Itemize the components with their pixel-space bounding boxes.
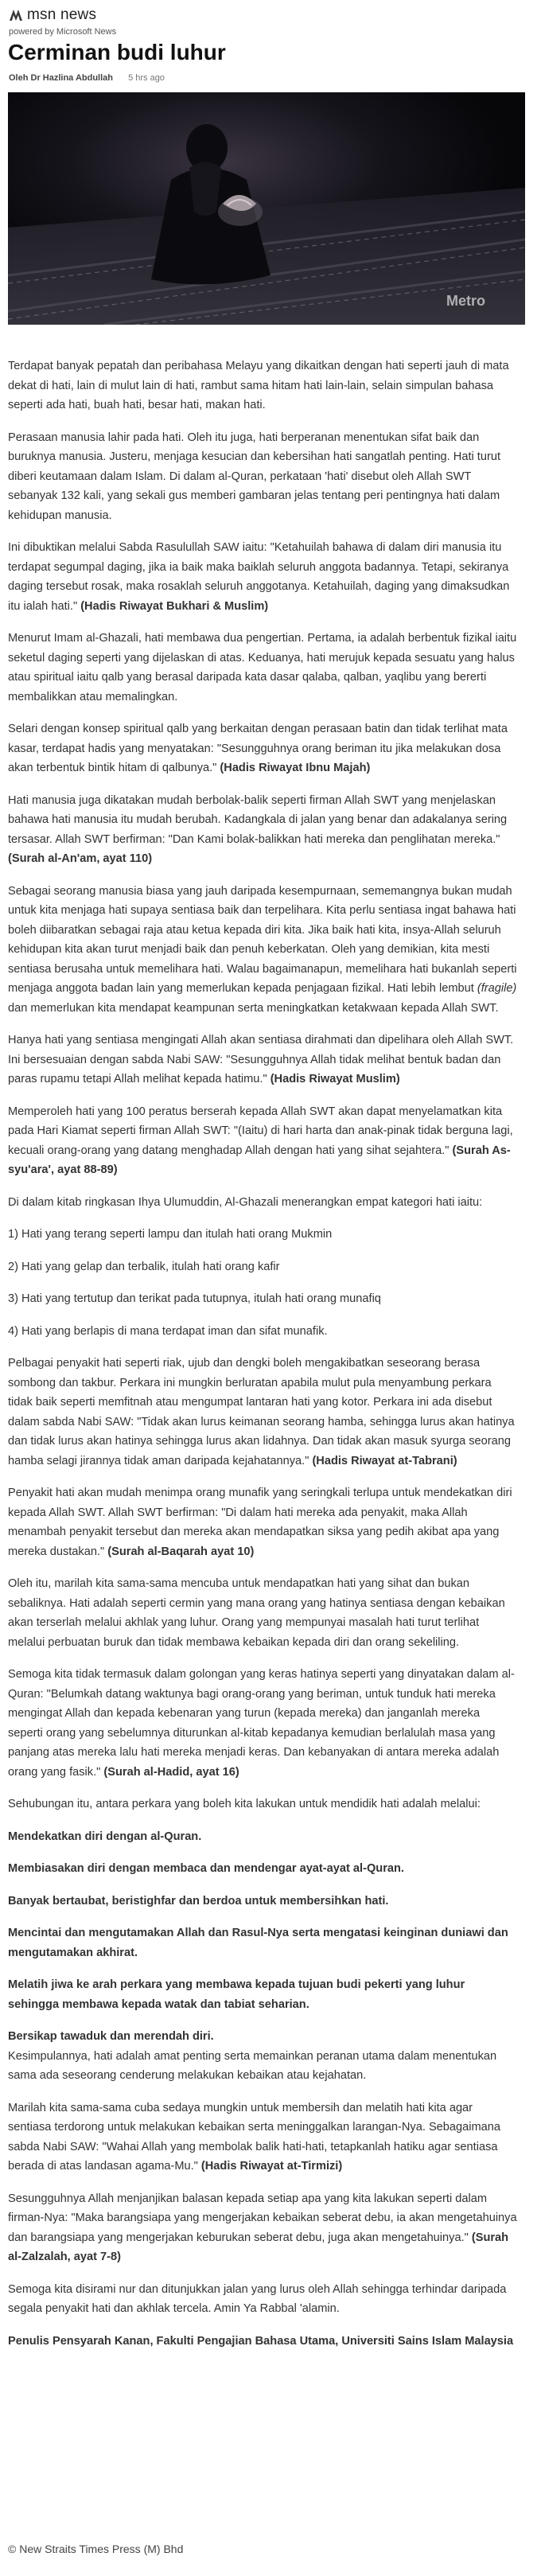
paragraph-text: Sehubungan itu, antara perkara yang boleh kita lakukan untuk mendidik hati adalah melalui:: [8, 1798, 481, 1810]
author[interactable]: Oleh Dr Hazlina Abdullah: [9, 73, 113, 83]
bold-text: (Hadis Riwayat at-Tabrani): [312, 1454, 457, 1467]
bold-text: (Surah al-Zalzalah, ayat 7-8): [8, 2231, 509, 2263]
paragraph-text: Hanya hati yang sentiasa mengingati Allah akan sentiasa dirahmati dan dipelihara oleh Allah SWT. Ini bersesuaian dengan sabda Nabi SAW: "Sesungguhnya Allah tidak melihat bentuk badan dan paras rupamu tetapi Allah melihat kepada hatimu.": [8, 1034, 514, 1085]
paragraph-text: Di dalam kitab ringkasan Ihya Ulumuddin, Al-Ghazali menerangkan empat kategori hati iaitu:: [8, 1195, 483, 1209]
bold-text: (Hadis Riwayat at-Tirmizi): [200, 2160, 343, 2173]
article-paragraph: [8, 1892, 517, 1912]
bold-text: (Surah al-An'am, ayat 110): [8, 852, 153, 865]
article-title: Cerminan budi luhur: [8, 40, 226, 64]
article-paragraph: [8, 428, 517, 526]
article-paragraph: [8, 1322, 517, 1342]
praying-figure-image: [8, 92, 525, 325]
article-paragraph: [8, 2189, 517, 2267]
article-paragraph: [8, 2099, 517, 2177]
timestamp: 5 hrs ago: [128, 73, 165, 83]
copyright: © New Straits Times Press (M) Bhd: [8, 2543, 184, 2555]
paragraph-text: Sebagai seorang manusia biasa yang jauh daripada kesempurnaan, sememangnya bukan mudah untuk kita menjaga hati supaya sentiasa baik dan terpelihara. Kita perlu sentiasa ingat bahawa hati boleh diibaratkan sebagai raja atau ketua kepada diri kita. Jika baik hati kita, insya-Allah seluruh kehidupan kita akan turut menjadi baik dan penuh keberkatan. Oleh yang demikian, kita mesti sentiasa berusaha untuk memelihara hati. Walau bagaimanapun, memelihara hati bukanlah seperti menjaga anggota badan lain yang memerlukan kepada penjagaan fizikal. Hati lebih lembut: [8, 884, 517, 995]
paragraph-text: Selari dengan konsep spiritual qalb yang berkaitan dengan perasaan batin dan tidak terlihat mata kasar, terdapat hadis yang menyatakan: "Sesungguhnya orang beriman itu jika melakukan dosa akan terbentuk bintik hitam di qalbunya.": [8, 723, 508, 774]
article-paragraph: [8, 538, 517, 616]
brand-msn: msn: [27, 6, 56, 23]
article-paragraph: [8, 1257, 517, 1277]
article-paragraph: [8, 1225, 517, 1245]
paragraph-text: Semoga kita tidak termasuk dalam golongan yang keras hatinya seperti yang dinyatakan dalam al-Quran: "Belumkah datang waktunya bagi orang-orang yang beriman, untuk tunduk hati mereka mengingat Allah dan kepada kebenaran yang turun (kepada mereka) dan janganlah mereka seperti orang yang sebelumnya diturunkan al-kitab kepadanya kemudian berlalulah masa yang panjang atas mereka lalu hati mereka menjadi keras. Dan kebanyakan di antara mereka adalah orang yang fasik.": [8, 1668, 515, 1779]
article-paragraph: [8, 2332, 517, 2352]
msn-butterfly-icon: [8, 7, 24, 23]
article-paragraph: [8, 1859, 517, 1879]
paragraph-text: dan memerlukan kita mendapat keampunan serta meningkatkan ketakwaan kepada Allah SWT.: [8, 1001, 499, 1015]
article-paragraph: [8, 1923, 517, 1962]
paragraph-text: 3) Hati yang tertutup dan terikat pada tutupnya, itulah hati orang munafiq: [8, 1292, 381, 1305]
article-paragraph: [8, 1795, 517, 1814]
italic-text: (fragile): [477, 982, 517, 995]
article-paragraph: [8, 791, 517, 869]
hero-image: [8, 92, 525, 325]
paragraph-text: 4) Hati yang berlapis di mana terdapat iman dan sifat munafik.: [8, 1324, 328, 1338]
bold-text: (Surah As-syu'ara', ayat 88-89): [8, 1144, 511, 1176]
article-paragraph: [8, 2027, 517, 2086]
bold-text: Melatih jiwa ke arah perkara yang membawa kepada tujuan budi pekerti yang luhur sehingga membawa kepada watak dan tabiat seharian.: [8, 1978, 465, 2011]
paragraph-text: Terdapat banyak pepatah dan peribahasa Melayu yang dikaitkan dengan hati seperti jauh di mata dekat di hati, lain di mulut lain di hati, rambut sama hitam hati lain-lain, selain simpulan bahasa seperti ada hati, buah hati, besar hati, makan hati.: [8, 360, 509, 411]
paragraph-text: Perasaan manusia lahir pada hati. Oleh itu juga, hati berperanan menentukan sifat baik dan buruknya manusia. Justeru, menjaga kesucian dan kebersihan hati sangatlah penting. Hati turut diberi keutamaan dalam Islam. Di dalam al-Quran, perkataan 'hati' disebut oleh Allah SWT sebanyak 132 kali, yang sekali gus memberi gambaran jelas tentang peri pentingnya hati dalam kehidupan manusia.: [8, 431, 500, 522]
bold-text: Mendekatkan diri dengan al-Quran.: [8, 1830, 202, 1843]
bold-text: Bersikap tawaduk dan merendah diri.: [8, 2030, 214, 2043]
paragraph-text: Sesungguhnya Allah menjanjikan balasan kepada setiap apa yang kita lakukan seperti dalam firman-Nya: "Maka barangsiapa yang mengerjakan kebaikan seberat debu, ia akan mengetahuinya dan barangsiapa yang mengerjakan keburukan seberat debu, juga akan mengetahuinya.": [8, 2192, 517, 2244]
bold-text: Banyak bertaubat, beristighfar dan berdoa untuk membersihkan hati.: [8, 1894, 389, 1908]
brand-text: [27, 6, 96, 24]
paragraph-text: Pelbagai penyakit hati seperti riak, ujub dan dengki boleh mengakibatkan seseorang berasa sombong dan takbur. Perkara ini mungkin berluratan apabila mulut pula menyambung perkara tidak baik seperti memfitnah atau mengumpat lantaran hati yang kotor. Perkara ini ada disebut dalam sabda Nabi SAW: "Tidak akan lurus keimanan seorang hamba, sehingga lurus akan hatinya dan tidak lurus akan hatinya sehingga lurus akan lidahnya. Dan tidak akan masuk syurga seorang hamba selagi jirannya tidak aman daripada kejahatannya.": [8, 1357, 515, 1467]
paragraph-text: Penyakit hati akan mudah menimpa orang munafik yang seringkali terlupa untuk mendekatkan diri kepada Allah SWT. Allah SWT berfirman: "Di dalam hati mereka ada penyakit, maka Allah menambah penyakit tersebut dan mereka akan mendapatkan siksa yang pedih akibat apa yang mereka dustakan.": [8, 1487, 512, 1558]
article-paragraph: [8, 1354, 517, 1471]
paragraph-text: Semoga kita disirami nur dan ditunjukkan jalan yang lurus oleh Allah sehingga terhindar daripada segala penyakit hati dan akhlak tercela. Amin Ya Rabbal 'alamin.: [8, 2282, 507, 2315]
paragraph-text: 2) Hati yang gelap dan terbalik, itulah hati orang kafir: [8, 1260, 280, 1273]
byline: [9, 73, 165, 83]
bold-text: (Hadis Riwayat Muslim): [270, 1073, 400, 1085]
paragraph-text: Kesimpulannya, hati adalah amat penting serta memainkan peranan utama dalam menentukan sama ada seseorang cenderung melakukan kebaikan atau kejahatan.: [8, 2049, 497, 2082]
paragraph-text: 1) Hati yang terang seperti lampu dan itulah hati orang Mukmin: [8, 1228, 333, 1241]
paragraph-text: Oleh itu, marilah kita sama-sama mencuba untuk mendapatkan hati yang sihat dan bukan sebaliknya. Hati adalah seperti cermin yang mana orang yang hatinya sentiasa dengan kebaikan akan terserlah melalui akhlak yang luhur. Orang yang mempunyai masalah hati turut terlihat melalui perbuatan buruk dan tidak membawa kebaikan kepada diri dan orang sekeliling.: [8, 1577, 505, 1649]
article-paragraph: [8, 357, 517, 415]
article-paragraph: [8, 1102, 517, 1180]
paragraph-text: Menurut Imam al-Ghazali, hati membawa dua pengertian. Pertama, ia adalah berbentuk fizikal iaitu seketul daging seperti yang dijelaskan di atas. Keduanya, hati merujuk kepada sesuatu yang halus atau spiritual iaitu qalb yang berasal daripada kata dasar qalaba, qalban, yaqlibu yang bererti membalikkan atau memalingkan.: [8, 632, 517, 703]
article-paragraph: [8, 1827, 517, 1847]
article-paragraph: [8, 1975, 517, 2014]
bold-text: Penulis Pensyarah Kanan, Fakulti Pengajian Bahasa Utama, Universiti Sains Islam Malaysia: [8, 2334, 514, 2348]
article-paragraph: [8, 1665, 517, 1782]
article-paragraph: [8, 1193, 517, 1213]
bold-text: Mencintai dan mengutamakan Allah dan Rasul-Nya serta mengatasi keinginan duniawi dan mengutamakan akhirat.: [8, 1927, 508, 1959]
article-paragraph: [8, 629, 517, 707]
article-paragraph: [8, 719, 517, 778]
bold-text: (Surah al-Hadid, ayat 16): [103, 1765, 239, 1779]
image-watermark: Metro: [446, 293, 485, 309]
brand-news: news: [60, 6, 97, 23]
msn-news-logo[interactable]: [8, 6, 96, 24]
paragraph-text: Ini dibuktikan melalui Sabda Rasulullah SAW iaitu: "Ketahuilah bahawa di dalam diri manusia itu terdapat segumpal daging, jika ia baik maka baiklah seluruh anggota badannya. Tetapi, sekiranya daging tersebut rosak, maka rosaklah seluruh anggotanya. Ketahuilah, daging yang dimaksudkan itu ialah hati.": [8, 541, 510, 613]
article-paragraph: [8, 2280, 517, 2319]
powered-by: powered by Microsoft News: [9, 27, 117, 37]
article-paragraph: [8, 1574, 517, 1652]
paragraph-text: Memperoleh hati yang 100 peratus berserah kepada Allah SWT akan dapat menyelamatkan kita pada Hari Kiamat seperti firman Allah SWT: "(Iaitu) di hari harta dan anak-pinak tidak berguna lagi, kecuali orang-orang yang datang menghadap Allah dengan hati yang sihat sejahtera.": [8, 1105, 513, 1157]
bold-text: (Hadis Riwayat Bukhari & Muslim): [80, 599, 269, 613]
paragraph-text: Marilah kita sama-sama cuba sedaya mungkin untuk membersih dan melatih hati kita agar sentiasa terdorong untuk melakukan kebaikan serta meninggalkan larangan-Nya. Sebagaimana sabda Nabi SAW: "Wahai Allah yang membolak balik hati-hati, tetapkanlah hatiku agar sentiasa berada di atas landasan agama-Mu.": [8, 2101, 501, 2173]
bold-text: (Surah al-Baqarah ayat 10): [107, 1545, 255, 1558]
paragraph-text: Hati manusia juga dikatakan mudah berbolak-balik seperti firman Allah SWT yang menjelaskan bahawa hati manusia itu mudah berubah. Kadangkala di jalan yang benar dan adakalanya sering tersasar. Allah SWT berfirman: "Dan Kami bolak-balikkan hati mereka dan penglihatan mereka.": [8, 793, 508, 846]
bold-text: Membiasakan diri dengan membaca dan mendengar ayat-ayat al-Quran.: [8, 1862, 404, 1875]
article-body: [8, 357, 517, 2364]
article-paragraph: [8, 1289, 517, 1309]
article-paragraph: [8, 882, 517, 1019]
article-paragraph: [8, 1031, 517, 1089]
bold-text: (Hadis Riwayat Ibnu Majah): [220, 762, 371, 774]
article-paragraph: [8, 1483, 517, 1561]
